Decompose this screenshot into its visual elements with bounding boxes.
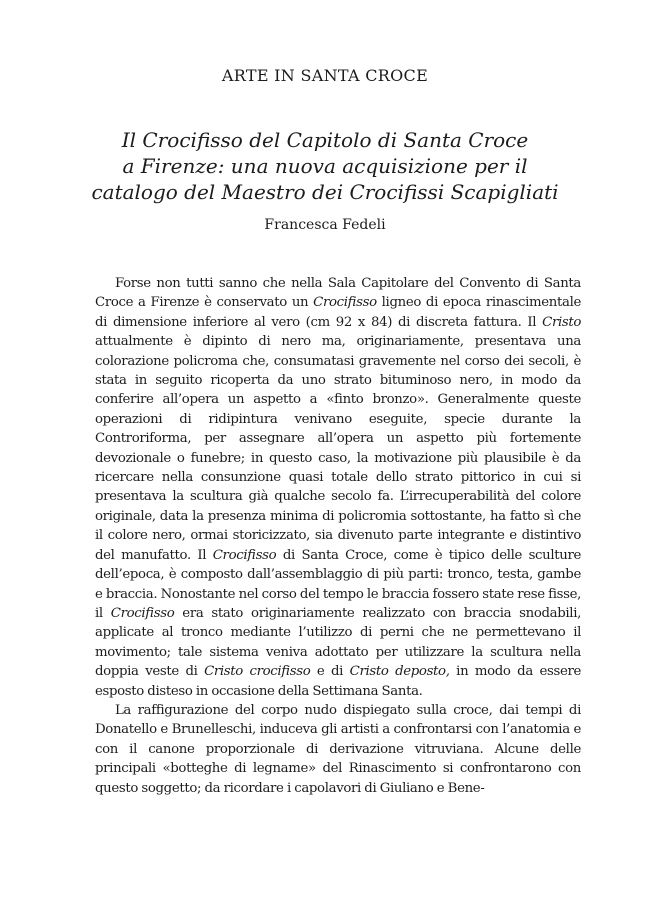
italic-text: Crocifisso bbox=[313, 295, 377, 311]
body-paragraph bbox=[95, 701, 581, 798]
italic-text: Cristo crocifisso bbox=[204, 664, 311, 680]
article-title bbox=[60, 127, 590, 205]
italic-text: Cristo bbox=[542, 314, 581, 330]
body-text bbox=[95, 274, 581, 798]
text-run: La raffigurazione del corpo nudo dispiegato sulla croce, dai tempi di Donatello e Brunelleschi, induceva gli artisti a confrontarsi con l’anatomia e con il canone proporzionale di derivazione vitruviana. Alcune delle principali «botteghe di legname» del Rinascimento si confrontarono con questo soggetto; da ricordare i capolavori di Giuliano e Bene- bbox=[95, 702, 581, 796]
text-run: ligneo di epoca rinascimentale di dimensione inferiore al vero (cm 92 x 84) di discreta fattura. Il bbox=[95, 295, 581, 330]
italic-text: Crocifisso bbox=[110, 605, 175, 621]
text-run: in modo da essere esposto disteso in occasione della Settimana Santa. bbox=[95, 664, 581, 699]
body-paragraph bbox=[95, 274, 581, 701]
text-run: e di bbox=[310, 664, 350, 680]
text-run: di Santa Croce, come è tipico delle sculture dell’epoca, è composto dall’assemblaggio di più parti: tronco, testa, gambe e braccia. Nonostante nel corso del tempo le braccia fossero state rese fisse, il bbox=[95, 547, 582, 621]
title-line: a Firenze: una nuova acquisizione per il bbox=[122, 154, 528, 178]
italic-text: Crocifisso bbox=[212, 547, 277, 563]
text-run: Forse non tutti sanno che nella Sala Capitolare del Convento di Santa Croce a Firenze è conservato un bbox=[95, 276, 581, 311]
title-line: catalogo del Maestro dei Crocifissi Scapigliati bbox=[91, 180, 559, 204]
text-run: attualmente è dipinto di nero ma, originariamente, presentava una colorazione policroma che, consumatasi gravemente nel corso dei secoli, è stata in seguito ricoperta da uno strato bituminoso nero, in modo da conferire all’opera un aspetto a «finto bronzo». Generalmente queste operazioni di ridipintura venivano eseguite, specie durante la Controriforma, per assegnare all’opera un aspetto più fortemente devozionale o funebre; in questo caso, la motivazione più plausibile è da ricercare nella consunzione quasi totale dello strato pittorico in cui si presentava la scultura già qualche secolo fa. L’irrecuperabilità del colore originale, data la presenza minima di policromia sottostante, ha fatto sì che il colore nero, ormai storicizzato, sia divenuto parte integrante e distintivo del manufatto. Il bbox=[95, 334, 581, 563]
running-header: ARTE IN SANTA CROCE bbox=[221, 66, 429, 85]
italic-text: Cristo deposto, bbox=[349, 664, 450, 680]
title-line: Il Crocifisso del Capitolo di Santa Croce bbox=[121, 128, 529, 152]
author-name: Francesca Fedeli bbox=[264, 217, 386, 233]
text-run: era stato originariamente realizzato con braccia snodabili, applicate al tronco mediante l’utilizzo di perni che ne permettevano il movimento; tale sistema veniva adottato per utilizzare la scultura nella doppia veste di bbox=[95, 605, 581, 680]
